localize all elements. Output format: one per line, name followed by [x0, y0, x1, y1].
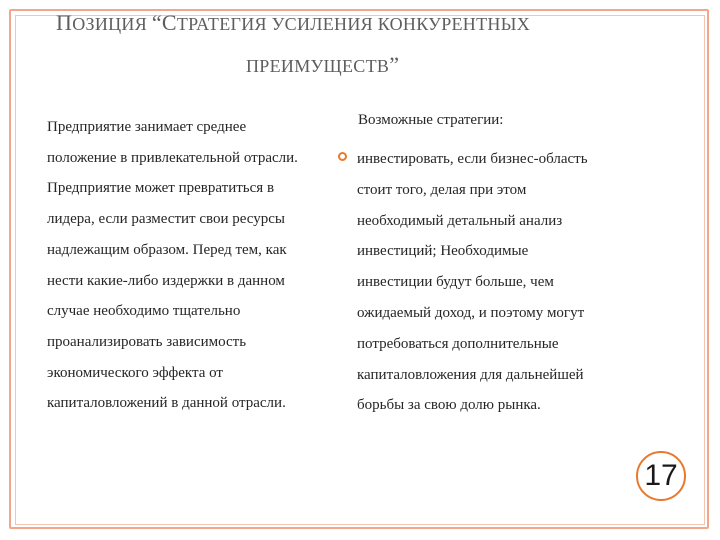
left-line: проанализировать зависимость: [47, 333, 247, 350]
left-line: надлежащим образом. Перед тем, как: [47, 241, 287, 258]
right-bullet-text: [357, 144, 588, 421]
left-line: Предприятие занимает среднее: [47, 119, 247, 135]
title-quote-open: “С: [151, 10, 177, 35]
right-line: инвестиций; Необходимые: [357, 243, 529, 260]
right-line: инвестировать, если бизнес-область: [357, 151, 588, 167]
bullet-circle-icon: [338, 152, 347, 161]
right-line: борьбы за свою долю рынка.: [357, 397, 541, 414]
left-line: случае необходимо тщательно: [47, 303, 241, 320]
page-number-badge: 17: [636, 451, 686, 501]
left-line: капиталовложений в данной отрасли.: [47, 395, 286, 412]
left-line: лидера, если разместит свои ресурсы: [47, 211, 285, 228]
left-line: Предприятие может превратиться в: [47, 180, 275, 197]
title-part-c: ПРЕИМУЩЕСТВ: [246, 56, 390, 76]
left-line: нести какие-либо издержки в данном: [47, 272, 285, 289]
title-line-2: [246, 52, 399, 78]
title-part-a: ОЗИЦИЯ: [72, 14, 152, 34]
title-line-1: [56, 10, 530, 36]
right-line: необходимый детальный анализ: [357, 212, 563, 229]
right-line: ожидаемый доход, и поэтому могут: [357, 304, 585, 321]
left-line: экономического эффекта от: [47, 364, 223, 381]
title-part-b: ТРАТЕГИЯ УСИЛЕНИЯ КОНКУРЕНТНЫХ: [176, 14, 530, 34]
right-line: капиталовложения для дальнейшей: [357, 366, 584, 383]
title-initial: П: [56, 10, 73, 35]
right-line: инвестиции будут больше, чем: [357, 274, 554, 291]
left-column-text: [47, 112, 347, 419]
right-line: потребоваться дополнительные: [357, 335, 559, 352]
right-heading: Возможные стратегии:: [358, 112, 504, 128]
right-line: стоит того, делая при этом: [357, 181, 527, 198]
title-quote-close: ”: [389, 52, 400, 77]
left-line: положение в привлекательной отрасли.: [47, 149, 298, 166]
